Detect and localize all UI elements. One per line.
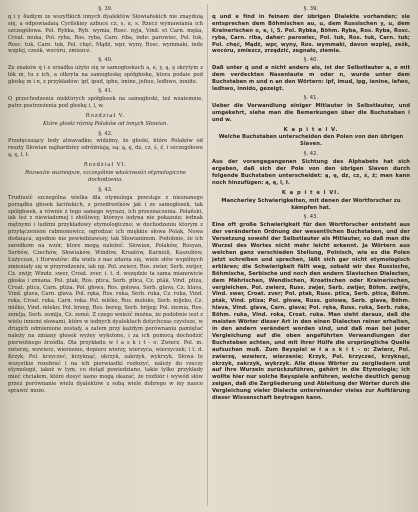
section-number: §. 43. — [98, 186, 113, 193]
chapter-heading: Rozdział V. — [85, 112, 126, 119]
paragraph: q i y 4udiym ze wszyftkich innych dyalektów Słowiańskich nie znayduią się, a odpowiadaią Cyrilskiey azbuce cz, s, u, s. Rzecz wymawiania ich szczegółowa. Pol. Rybka, Ryb. wymia, Rosc. nyja, Vind. et Carn. męka, Croat. mukа, Pol. ryba, Ros. ryba, Carn. riba, inde: parowiec, Pol. tuk, Rosc. tuk, Carn. tuk, Pol. chęć, Mądż, wpr, wyny, Rosc. wymmaki, inde wzplej, cześk, wocóru, zmiezcz. — [8, 13, 203, 55]
paragraph: q und e find in feinem der übrigen Dialekte vorhanden; sie entsprechen dem Böhmischen au, u, dem Russischen y, u, dem Krainerischen o, e, i, 5. Pol. Rybka, Böhm. Ryba, Ros. Ryba, Rosc. ryba, Carn. riba, daher: parowiec, Pol. tuk, Ros. tuk, Carn. tuk; Pol. chęć, Mądż, wpr, wyny, Ros. wymmaki, davon wzplej, ześk, wocóru, zmiezcz, zrządzić, zegnało, ziemia. — [212, 13, 410, 55]
chapter-heading: K a p i t e l V. — [283, 126, 339, 133]
chapter-subtitle: Mancherley Schwierigkeiten, mit denen der Wortforscher zu kämpfen hat. — [221, 197, 401, 211]
chapter-subtitle: Które głoski różnią Polaków od innych Słowian. — [43, 120, 168, 127]
paragraph: O przechodzeniu niektórych spółgłosek na samogłoski, też wzaiemnie, patrz postrzeżenia pod głoskę i, l, w. — [8, 95, 203, 109]
section-number: §. 39. — [98, 6, 113, 12]
chapter-heading: K a p i t e l VI. — [281, 189, 341, 196]
column-divider — [207, 4, 208, 506]
section-number: §. 40. — [303, 57, 319, 64]
section-number: §. 39. — [303, 6, 319, 12]
chapter-heading: Rozdział VI. — [83, 162, 128, 169]
section-number: §. 41. — [98, 87, 113, 94]
chapter-subtitle: Welche Buchstaben unterscheiden den Polen von den übrigen Slaven. — [218, 134, 404, 148]
section-number: §. 42. — [98, 130, 113, 137]
paragraph: Ueber die Verwandlung einiger Mitlauter in Selbstlauter, und umgekehrt, siehe man die Bemerkungen über die Buchstaben i und w. — [212, 102, 410, 123]
section-number: §. 43. — [303, 214, 319, 221]
polish-column — [8, 4, 203, 508]
section-number: §. 42. — [303, 151, 319, 158]
paragraph: Trudność szczególna wielka dla etymologa powstaje z nieznanego porządku głosek łacińskich, z przedrostków jak i ze samogłosek, tak spółgłosek, a równie z tego samego wyrazu, ich przeznaczenia. Polański, iak też z niewiadomej i złośliwey, któreyo iedyna nie pokazuie; iednak mętnymi i ludźmi przykładowy etymologiczno; w dochodzeniu ktorym z przyłączeniem rabmonowicz, ogrodzać ich miękkie słowa Polak, Nowa dodaiąca, zgodnie nie powiedziawszy, tak Słowianinom. Podobnie, że ich zarodkom na wzór, ktore mogą należeć. Słowian, Polaków, Rosyan, Serbów, Czechów, Słowiaków, Windów, Kroatów, Karnioli, Kaszubów, Łużyczan, i Horwatów: dla wielu z nas zdarza się, wiele słów wspólnych zmieniały się w przyrodzeniu, iak np. Pol. zwierz, Ros. zwier, Serb. zwijer, Cz. zwijr, Windz. swer, Croat. zver, i. t. d. wszędzie ta sama mianowicie głoska i zmiana. Pol. ptak, Ros. ptica, Serb. ptica, Cz. pták, Vind. ptiza, Croat. ptica, Carn. ptiza. Pol. głowa, Ros. gołowa, Serb. glava, Cz. hlava, Vind. glava, Carn. glava. Pol. ręka, Ros. ruka, Serb. ruka, Cz. ruka, Vind. roka, Croat. ruka, Carn. roka. Pol. mléko, Ros. moloko, Serb. mljeko, Cz. mléko, Vind. mleko; Pol. brzeg, Ros. bereg, Serb. brijeg; Pol. ziemia, Ros. zemlja, Serb. zemlja, Cz. země. Z czego wnieść można, że podobnie iest z wielu innemi słowami, które w iednych dyalektach dotychczas czystsze, w drugich odmienione zostały, a zatem przy każdym porównaniu pamiętać należy na zmiany głosek wyżey wyłożone, i za ich pomocą dochodzić pierwotnego źrzódła. Dla przykładu w ł a s k i t - o: Zwierz. Pol. m. zwierzę, wzwierz, wierzenie, dopiero wierzy, wierzyca, wierzyczek; i t. d. Krzyk, Pol. krzyczeć, krzyknąć, okrzyk, zakrzyk, wykrzyk. Słowa te wszystkie rozebrać i na ich pierwiastki rozłożyć, należy do rzeczy etymologii, iakoż w tym, co dotąd powiedziano, takie tylko przykłady mieć chciałem, które dosyć iasno mogą okazać, że rozbiór i wywód słów przez porównanie wielu dyalektów z sobą wiele dobrego w iey nauce sprawić może. — [8, 194, 203, 395]
paragraph: Eine oft große Schwierigkeit für den Wortforscher entsteht aus der veränderten Ordnung der wesentlichen Buchstaben, und der Versetzung sowohl der Selbstlauter als Mitlauter, so daß man die Wurzel des Wortes nicht mehr leicht erkennt. Ja Wörtern aus welchen ganz verschieden Stellung, Polnisch, wie es die Polen jetzt schreiben und sprechen, läßt sich gar nicht etymologisch erklären; die Schwierigkeit fällt weg, sobald wir das Russische, Böhmische, Serbische und noch den andern Slavischen Dialecten, dem Mährischen, Wendischen, Kroatischen oder Krainerischen, vergleichen. Pol. zwierz, Russ. zwjer, Serb. zwijer, Böhm. zwijře, Vind. swer, Croat. zver; Pol. ptak, Russ. ptica, Serb. ptica, Böhm. pták, Vind. ptiza; Pol. głowa, Russ. golowa, Serb. glava, Böhm. hlava, Vind. glava, Carn. glava; Pol. ręka, Russ. ruka, Serb. ruka, Böhm. ruka, Vind. roka, Croat. ruka. Man sieht daraus, daß die meisten Wörter dieser Art in den einen Dialecten reiner erhalten, in den andern verändert worden sind, und daß man bei jeder Vergleichung auf die oben angeführten Verwandlungen der Buchstaben achten, und mit ihrer Hülfe die ursprüngliche Quelle aufsuchen muß. Zum Beyspiel w ł a s k i t - o: Zwierz, Pol. zwierzę, wzwierz, wierzenie; Krzyk, Pol. krzyczeć, krzyknąć, okrzyk, zakrzyk, wykrzyk. Alle diese Wörter zu zergliedern und auf ihre Wurzeln zurückzuführen, gehört in die Etymologie; ich wollte hier nur solche Beyspiele anführen, welche deutlich genug zeigen, daß die Zergliederung und Ableitung der Wörter durch die Vergleichung vieler Dialecte untereinander vieles zur Aufklärung dieser Wissenschaft beytragen kann. — [212, 222, 410, 402]
section-number: §. 40. — [98, 57, 113, 64]
paragraph: Daß unter q und e nicht anders als, ist der Selbstlauter a, e mit dem verdeckten Nasenlaute m oder n, wurde unter dem Buchstaben m und n an den Wörtern: ipf, imud, ipg, ienine, lefwo, ledhwo, innido, gezeigt. — [212, 65, 410, 92]
section-number: §. 41. — [303, 94, 319, 101]
paragraph: Aus der vorangegangenen Sichtung des Alphabets hat sich ergeben, daß sich der Pole von den übrigen Slaven durch folgende Buchstaben unterscheidet: ą, ę, dz, cz, ś, ź; man kann noch hinzufügen: ą, ę, l, ł. — [212, 159, 410, 186]
chapter-subtitle: Rozwaźie ważniejsze, szczególnie właściwości etymologiczne dochodzenia. — [25, 170, 186, 183]
paragraph: Ze znaków q i e zrzadka użyto się w samogłoskach a, e, y, ą, ę skrytym z łók m, tu z ich, a otkryta na samogłoskę spółgłoskę, ktora podaie pod głoskę m i n, z przykładów: ipf, ipud, ipbu, imine, jefiuo, ledhwo, innido. — [8, 65, 203, 86]
paragraph: Przełęczaiący tedy alwavadku; widzimy, że głoski, które Polaków od reszty Słowian najbardziey odróżniają, są: ą, ę, dz, cz, ś, ź, i szczegółowe ą, ę, l, ł. — [8, 138, 203, 159]
german-column — [212, 4, 410, 508]
